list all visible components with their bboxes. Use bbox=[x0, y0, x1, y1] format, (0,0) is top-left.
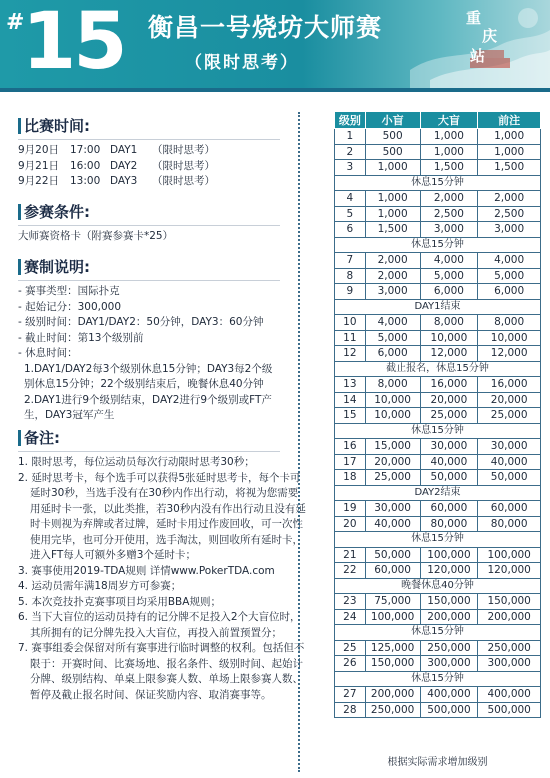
rule-line: - 截止时间：第13个级别前 bbox=[18, 331, 144, 344]
break-label: 晚餐休息40分钟 bbox=[335, 578, 541, 594]
level-cell: 22 bbox=[335, 563, 366, 579]
break-label: 休息15分钟 bbox=[335, 237, 541, 253]
ante-cell: 100,000 bbox=[478, 547, 541, 563]
note-line: 进入FT每人可额外多赠3个延时卡； bbox=[30, 549, 196, 561]
small-blind-cell: 10,000 bbox=[365, 392, 420, 408]
big-blind-cell: 12,000 bbox=[420, 346, 478, 362]
ante-cell: 1,500 bbox=[478, 160, 541, 176]
ante-cell: 80,000 bbox=[478, 516, 541, 532]
level-cell: 25 bbox=[335, 640, 366, 656]
ante-cell: 1,000 bbox=[478, 129, 541, 145]
break-label: 休息15分钟 bbox=[335, 671, 541, 687]
small-blind-cell: 500 bbox=[365, 144, 420, 160]
table-break-row bbox=[335, 299, 541, 315]
level-cell: 17 bbox=[335, 454, 366, 470]
break-label: 休息15分钟 bbox=[335, 175, 541, 191]
table-row bbox=[335, 392, 541, 408]
small-blind-cell: 125,000 bbox=[365, 640, 420, 656]
table-break-row bbox=[335, 361, 541, 377]
level-cell: 21 bbox=[335, 547, 366, 563]
ante-cell: 150,000 bbox=[478, 594, 541, 610]
note-line: 6. 当下大盲位的运动员持有的记分牌不足投入2个大盲位时， bbox=[18, 611, 301, 623]
big-blind-cell: 40,000 bbox=[420, 454, 478, 470]
ante-cell: 250,000 bbox=[478, 640, 541, 656]
blind-structure-table bbox=[334, 111, 541, 718]
small-blind-cell: 6,000 bbox=[365, 346, 420, 362]
note-line: 时卡则视为弃牌或者过牌，延时卡用过作废回收，可一次性 bbox=[30, 518, 303, 530]
note-line: 1. 限时思考，每位运动员每次行动限时思考30秒； bbox=[18, 456, 255, 468]
small-blind-cell: 1,000 bbox=[365, 191, 420, 207]
schedule-row: 9月20日 17:00 DAY1 （限时思考） bbox=[18, 144, 215, 156]
big-blind-cell: 10,000 bbox=[420, 330, 478, 346]
level-cell: 28 bbox=[335, 702, 366, 718]
table-row bbox=[335, 687, 541, 703]
rule-line: 生，DAY3冠军产生 bbox=[24, 409, 115, 421]
notes-section bbox=[18, 428, 306, 703]
small-blind-cell: 3,000 bbox=[365, 284, 420, 300]
big-blind-cell: 5,000 bbox=[420, 268, 478, 284]
small-blind-cell: 1,000 bbox=[365, 206, 420, 222]
rule-line: - 级别时间：DAY1/DAY2：50分钟，DAY3：60分钟 bbox=[18, 316, 264, 328]
level-cell: 8 bbox=[335, 268, 366, 284]
small-blind-cell: 1,000 bbox=[365, 160, 420, 176]
small-blind-cell: 25,000 bbox=[365, 470, 420, 486]
big-blind-cell: 500,000 bbox=[420, 702, 478, 718]
ante-cell: 4,000 bbox=[478, 253, 541, 269]
table-row bbox=[335, 656, 541, 672]
big-blind-cell: 100,000 bbox=[420, 547, 478, 563]
note-line: 3. 赛事使用2019-TDA规则 详情www.PokerTDA.com bbox=[18, 564, 275, 577]
ante-cell: 500,000 bbox=[478, 702, 541, 718]
small-blind-cell: 2,000 bbox=[365, 253, 420, 269]
ante-cell: 300,000 bbox=[478, 656, 541, 672]
rule-line: - 休息时间： bbox=[18, 347, 78, 359]
big-blind-cell: 2,000 bbox=[420, 191, 478, 207]
table-row bbox=[335, 330, 541, 346]
notes-title: 备注: bbox=[18, 428, 306, 448]
table-row bbox=[335, 454, 541, 470]
level-cell: 26 bbox=[335, 656, 366, 672]
table-row bbox=[335, 206, 541, 222]
rule-line: - 起始记分：300,000 bbox=[18, 300, 122, 313]
big-blind-cell: 1,500 bbox=[420, 160, 478, 176]
big-blind-cell: 120,000 bbox=[420, 563, 478, 579]
ante-cell: 8,000 bbox=[478, 315, 541, 331]
col-header-level: 级别 bbox=[335, 112, 366, 129]
small-blind-cell: 15,000 bbox=[365, 439, 420, 455]
table-row bbox=[335, 516, 541, 532]
small-blind-cell: 2,000 bbox=[365, 268, 420, 284]
ante-cell: 120,000 bbox=[478, 563, 541, 579]
rules-title: 赛制说明: bbox=[18, 257, 280, 277]
table-row bbox=[335, 315, 541, 331]
rule-line: 别休息15分钟；22个级别结束后，晚餐休息40分钟 bbox=[24, 378, 264, 390]
level-cell: 7 bbox=[335, 253, 366, 269]
level-cell: 2 bbox=[335, 144, 366, 160]
table-row bbox=[335, 346, 541, 362]
table-break-row bbox=[335, 578, 541, 594]
header-banner: # 15 衡昌一号烧坊大师赛 （限时思考） 重 庆 站 bbox=[0, 0, 550, 88]
ante-cell: 60,000 bbox=[478, 501, 541, 517]
col-header-big-blind: 大盲 bbox=[420, 112, 478, 129]
big-blind-cell: 8,000 bbox=[420, 315, 478, 331]
big-blind-cell: 80,000 bbox=[420, 516, 478, 532]
table-row bbox=[335, 268, 541, 284]
level-cell: 9 bbox=[335, 284, 366, 300]
break-label: 休息15分钟 bbox=[335, 532, 541, 548]
level-cell: 15 bbox=[335, 408, 366, 424]
table-break-row bbox=[335, 237, 541, 253]
ante-cell: 6,000 bbox=[478, 284, 541, 300]
big-blind-cell: 30,000 bbox=[420, 439, 478, 455]
event-title: 衡昌一号烧坊大师赛 bbox=[148, 13, 383, 42]
ante-cell: 5,000 bbox=[478, 268, 541, 284]
note-line: 5. 本次竞技扑克赛事项目均采用BBA规则； bbox=[18, 595, 221, 608]
table-row bbox=[335, 253, 541, 269]
table-row bbox=[335, 609, 541, 625]
big-blind-cell: 250,000 bbox=[420, 640, 478, 656]
table-break-row bbox=[335, 423, 541, 439]
level-cell: 1 bbox=[335, 129, 366, 145]
table-row bbox=[335, 594, 541, 610]
ante-cell: 16,000 bbox=[478, 377, 541, 393]
level-cell: 10 bbox=[335, 315, 366, 331]
small-blind-cell: 250,000 bbox=[365, 702, 420, 718]
level-cell: 16 bbox=[335, 439, 366, 455]
ante-cell: 30,000 bbox=[478, 439, 541, 455]
table-row bbox=[335, 501, 541, 517]
table-row bbox=[335, 284, 541, 300]
header-stripe bbox=[0, 88, 550, 92]
table-break-row bbox=[335, 532, 541, 548]
level-cell: 11 bbox=[335, 330, 366, 346]
table-row bbox=[335, 129, 541, 145]
entry-text: 大师赛资格卡（附赛参赛卡*25） bbox=[18, 230, 174, 242]
entry-section bbox=[18, 202, 280, 245]
table-row bbox=[335, 702, 541, 718]
table-body bbox=[335, 129, 541, 718]
table-row bbox=[335, 470, 541, 486]
big-blind-cell: 1,000 bbox=[420, 144, 478, 160]
schedule-section bbox=[18, 116, 280, 190]
small-blind-cell: 4,000 bbox=[365, 315, 420, 331]
big-blind-cell: 400,000 bbox=[420, 687, 478, 703]
table-break-row bbox=[335, 671, 541, 687]
small-blind-cell: 5,000 bbox=[365, 330, 420, 346]
big-blind-cell: 4,000 bbox=[420, 253, 478, 269]
event-subtitle: （限时思考） bbox=[185, 53, 299, 73]
level-cell: 5 bbox=[335, 206, 366, 222]
table-break-row bbox=[335, 625, 541, 641]
ante-cell: 25,000 bbox=[478, 408, 541, 424]
level-cell: 18 bbox=[335, 470, 366, 486]
note-line: 7. 赛事组委会保留对所有赛事进行临时调整的权利。包括但不 bbox=[18, 642, 305, 654]
table-break-row bbox=[335, 485, 541, 501]
small-blind-cell: 100,000 bbox=[365, 609, 420, 625]
note-line: 暂停及截止报名时间、保证奖励内容、取消赛事等。 bbox=[30, 688, 272, 701]
level-cell: 19 bbox=[335, 501, 366, 517]
big-blind-cell: 25,000 bbox=[420, 408, 478, 424]
table-footnote: 根据实际需求增加级别 bbox=[387, 757, 488, 768]
small-blind-cell: 20,000 bbox=[365, 454, 420, 470]
small-blind-cell: 40,000 bbox=[365, 516, 420, 532]
rule-line: 2.DAY1进行9个级别结束，DAY2进行9个级别或FT产 bbox=[24, 393, 272, 406]
table-row bbox=[335, 191, 541, 207]
ante-cell: 50,000 bbox=[478, 470, 541, 486]
level-cell: 13 bbox=[335, 377, 366, 393]
small-blind-cell: 150,000 bbox=[365, 656, 420, 672]
big-blind-cell: 1,000 bbox=[420, 129, 478, 145]
ante-cell: 20,000 bbox=[478, 392, 541, 408]
big-blind-cell: 16,000 bbox=[420, 377, 478, 393]
schedule-title: 比赛时间: bbox=[18, 116, 280, 136]
schedule-row: 9月22日 13:00 DAY3 （限时思考） bbox=[18, 175, 215, 187]
ante-cell: 1,000 bbox=[478, 144, 541, 160]
small-blind-cell: 75,000 bbox=[365, 594, 420, 610]
break-label: 截止报名，休息15分钟 bbox=[335, 361, 541, 377]
ante-cell: 400,000 bbox=[478, 687, 541, 703]
small-blind-cell: 8,000 bbox=[365, 377, 420, 393]
table-break-row bbox=[335, 175, 541, 191]
note-line: 分牌、级别结构、单桌上限参赛人数、单场上限参赛人数、 bbox=[30, 673, 303, 685]
table-row bbox=[335, 439, 541, 455]
ante-cell: 200,000 bbox=[478, 609, 541, 625]
ante-cell: 12,000 bbox=[478, 346, 541, 362]
schedule-row: 9月21日 16:00 DAY2 （限时思考） bbox=[18, 159, 215, 172]
note-line: 4. 运动员需年满18周岁方可参赛； bbox=[18, 580, 182, 592]
rules-list bbox=[18, 284, 280, 424]
col-header-ante: 前注 bbox=[478, 112, 541, 129]
big-blind-cell: 6,000 bbox=[420, 284, 478, 300]
break-label: DAY1结束 bbox=[335, 299, 541, 315]
table-row bbox=[335, 563, 541, 579]
table-header-row bbox=[335, 112, 541, 129]
small-blind-cell: 60,000 bbox=[365, 563, 420, 579]
level-cell: 3 bbox=[335, 160, 366, 176]
table-row bbox=[335, 222, 541, 238]
break-label: 休息15分钟 bbox=[335, 423, 541, 439]
small-blind-cell: 50,000 bbox=[365, 547, 420, 563]
big-blind-cell: 200,000 bbox=[420, 609, 478, 625]
big-blind-cell: 20,000 bbox=[420, 392, 478, 408]
event-hash: # bbox=[6, 10, 25, 35]
table-row bbox=[335, 408, 541, 424]
level-cell: 14 bbox=[335, 392, 366, 408]
level-cell: 6 bbox=[335, 222, 366, 238]
table-row bbox=[335, 160, 541, 176]
note-line: 限于：开赛时间、比赛场地、报名条件、级别时间、起始计 bbox=[30, 657, 303, 670]
note-line: 2. 延时思考卡，每个选手可以获得5张延时思考卡，每个卡可 bbox=[18, 471, 301, 484]
small-blind-cell: 500 bbox=[365, 129, 420, 145]
small-blind-cell: 10,000 bbox=[365, 408, 420, 424]
big-blind-cell: 3,000 bbox=[420, 222, 478, 238]
ante-cell: 40,000 bbox=[478, 454, 541, 470]
col-header-small-blind: 小盲 bbox=[365, 112, 420, 129]
level-cell: 23 bbox=[335, 594, 366, 610]
table-row bbox=[335, 144, 541, 160]
rules-section bbox=[18, 257, 280, 424]
note-line: 用延时卡一张，以此类推，若30秒内没有作出行动且没有延 bbox=[30, 502, 306, 515]
table-row bbox=[335, 547, 541, 563]
level-cell: 27 bbox=[335, 687, 366, 703]
big-blind-cell: 300,000 bbox=[420, 656, 478, 672]
table-row bbox=[335, 377, 541, 393]
big-blind-cell: 2,500 bbox=[420, 206, 478, 222]
level-cell: 24 bbox=[335, 609, 366, 625]
note-line: 延时30秒，当选手没有在30秒内作出行动，将视为您需要 bbox=[30, 487, 299, 499]
break-label: 休息15分钟 bbox=[335, 625, 541, 641]
ante-cell: 2,500 bbox=[478, 206, 541, 222]
small-blind-cell: 1,500 bbox=[365, 222, 420, 238]
ante-cell: 2,000 bbox=[478, 191, 541, 207]
table-row bbox=[335, 640, 541, 656]
schedule-list bbox=[18, 143, 280, 190]
rule-line: - 赛事类型：国际扑克 bbox=[18, 285, 120, 297]
column-divider bbox=[298, 112, 300, 772]
level-cell: 4 bbox=[335, 191, 366, 207]
level-cell: 20 bbox=[335, 516, 366, 532]
note-line: 其所拥有的记分牌先投入大盲位，再投入前置预置分； bbox=[30, 626, 282, 639]
entry-title: 参赛条件: bbox=[18, 202, 280, 222]
big-blind-cell: 50,000 bbox=[420, 470, 478, 486]
break-label: DAY2结束 bbox=[335, 485, 541, 501]
ante-cell: 3,000 bbox=[478, 222, 541, 238]
small-blind-cell: 30,000 bbox=[365, 501, 420, 517]
ante-cell: 10,000 bbox=[478, 330, 541, 346]
level-cell: 12 bbox=[335, 346, 366, 362]
small-blind-cell: 200,000 bbox=[365, 687, 420, 703]
big-blind-cell: 60,000 bbox=[420, 501, 478, 517]
big-blind-cell: 150,000 bbox=[420, 594, 478, 610]
event-number: 15 bbox=[22, 0, 125, 87]
rule-line: 1.DAY1/DAY2每3个级别休息15分钟；DAY3每2个级 bbox=[24, 362, 273, 375]
notes-list bbox=[18, 455, 306, 703]
note-line: 使用完毕，也可分开使用，选手淘汰，则回收所有延时卡， bbox=[30, 533, 303, 546]
